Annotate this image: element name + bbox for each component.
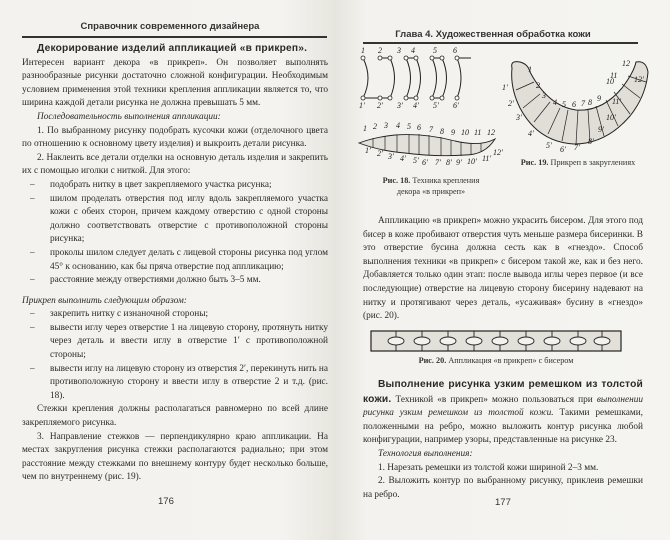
svg-text:2′: 2′ bbox=[377, 149, 383, 158]
svg-text:11′: 11′ bbox=[482, 154, 492, 163]
svg-text:2′: 2′ bbox=[377, 101, 383, 110]
svg-text:12: 12 bbox=[487, 128, 495, 137]
svg-text:9′: 9′ bbox=[456, 158, 462, 167]
svg-text:8: 8 bbox=[588, 98, 592, 107]
svg-text:1′: 1′ bbox=[502, 83, 508, 92]
svg-text:5: 5 bbox=[407, 122, 411, 131]
svg-text:3′: 3′ bbox=[397, 101, 403, 110]
figure-19-caption: Рис. 19. Прикреп в закруглениях bbox=[520, 158, 636, 167]
list-item: – проколы шилом следует делать с лицевой стороны рисунка под углом 45° к основанию, как бы пряча отверстие под аппликацию; bbox=[22, 247, 328, 274]
svg-text:7′: 7′ bbox=[435, 158, 441, 167]
list-item: – шилом проделать отверстия под иглу вдоль закрепляемого участка кожи с обеих сторон, причем каждому отверстию с одной стороны должно соответствовать отверстие с противоположной стороны рисунка; bbox=[22, 193, 328, 247]
svg-text:1′: 1′ bbox=[359, 101, 365, 110]
page-number-left: 176 bbox=[158, 496, 174, 507]
svg-text:6: 6 bbox=[572, 100, 576, 109]
figure-18-caption: Рис. 18. Техника крепления декора «в прикреп» bbox=[382, 176, 480, 196]
svg-text:11′: 11′ bbox=[612, 97, 622, 106]
svg-text:6′: 6′ bbox=[560, 145, 566, 154]
figure-20-caption: Рис. 20. Аппликация «в прикреп» с бисером bbox=[418, 356, 574, 365]
intro-paragraph: Интересен вариант декора «в прикреп». Он позволяет выполнять разнообразные рисунки достаточно сложной конфигурации. Необходимым условием применения этой техники крепления аппликации является то, что ширина каждой детали рисунка не должна превышать 5 мм. bbox=[22, 57, 328, 109]
svg-text:10: 10 bbox=[461, 128, 469, 137]
svg-text:12: 12 bbox=[622, 59, 630, 68]
figure-20-beads-diagram bbox=[370, 330, 622, 352]
svg-text:4′: 4′ bbox=[400, 154, 406, 163]
header-rule-left bbox=[22, 36, 327, 38]
figure-18-strip-diagram bbox=[355, 121, 503, 169]
svg-text:11: 11 bbox=[474, 128, 482, 137]
svg-text:4′: 4′ bbox=[413, 101, 419, 110]
svg-text:7′: 7′ bbox=[574, 143, 580, 152]
svg-text:3′: 3′ bbox=[388, 152, 394, 161]
figure-19-curve-diagram bbox=[498, 58, 658, 158]
left-body bbox=[22, 42, 328, 485]
svg-text:4′: 4′ bbox=[528, 129, 534, 138]
svg-text:5: 5 bbox=[562, 100, 566, 109]
svg-text:8′: 8′ bbox=[588, 137, 594, 146]
attach-label: Прикреп выполнить следующим образом: bbox=[22, 295, 187, 306]
svg-text:6: 6 bbox=[417, 123, 421, 132]
right-body-top bbox=[363, 215, 643, 324]
svg-text:9′: 9′ bbox=[598, 125, 604, 134]
tech-step-1: 1. Нарезать ремешки из толстой кожи шириной 2–3 мм. bbox=[378, 462, 599, 473]
svg-text:4: 4 bbox=[553, 98, 557, 107]
svg-text:7: 7 bbox=[429, 125, 433, 134]
svg-text:5′: 5′ bbox=[433, 101, 439, 110]
svg-text:1: 1 bbox=[528, 65, 532, 74]
svg-text:5′: 5′ bbox=[413, 156, 419, 165]
sequence-label: Последовательность выполнения аппликации: bbox=[37, 111, 221, 122]
svg-text:5′: 5′ bbox=[546, 141, 552, 150]
svg-text:2′: 2′ bbox=[508, 99, 514, 108]
svg-text:1′: 1′ bbox=[365, 146, 371, 155]
svg-text:8: 8 bbox=[440, 127, 444, 136]
svg-text:10′: 10′ bbox=[467, 157, 477, 166]
svg-text:4: 4 bbox=[411, 46, 415, 55]
svg-text:10′: 10′ bbox=[606, 113, 616, 122]
list-item: – закрепить нитку с изнаночной стороны; bbox=[22, 308, 328, 322]
svg-text:6: 6 bbox=[453, 46, 457, 55]
svg-text:2: 2 bbox=[536, 81, 540, 90]
left-page bbox=[0, 0, 333, 540]
section-heading-2: Выполнение рисунка узким ремешком из толстой кожи. bbox=[363, 379, 643, 405]
list-item: – подобрать нитку в цвет закрепляемого участка рисунка; bbox=[22, 179, 328, 193]
step-3: 3. Направление стежков — перпендикулярно краю аппликации. На местах закругления рисунка стежки располагаются радиально; при этом расстояние между стежками по внешнему контуру будет несколько больше, чем по внутреннему (рис. 19). bbox=[22, 431, 328, 483]
right-body-bottom: Выполнение рисунка узким ремешком из толстой кожи. Техникой «в прикреп» можно пользоваться при выполнении рисунка узким ремешком из толстой кожи. Такими ремешками, положенными на ребро, можно выложить контур рисунка любой конфигурации, например узоры, представленные на рисунке 23. Технология выполнения: 1. Нарезать ремешки из толстой кожи шириной 2–3 мм. 2. Выложить контур по выбранному рисунку, приклеив ремешки на ребро. bbox=[363, 378, 643, 502]
header-rule-right bbox=[363, 42, 638, 44]
svg-text:8′: 8′ bbox=[446, 158, 452, 167]
svg-text:6′: 6′ bbox=[422, 158, 428, 167]
list-item: – вывести иглу через отверстие 1 на лицевую сторону, протянуть нитку через деталь и ввести иглу в отверстие 1′ с противоположной стороны; bbox=[22, 322, 328, 363]
beads-paragraph: Аппликацию «в прикреп» можно украсить бисером. Для этого под бисер в коже пробивают отверстия чуть меньше размера бисеринки. В это отверстие бусина должна сесть как в «гнездо». Способ выполнения техники «в прикреп» с бисером такой же, как и без него. Добавляется только один этап: после вывода иглы через первое (и все последующие) отверстие на лицевую сторону бисерину надевают на нитку и протягивают через деталь, «усаживая» бусину в «гнездо» (рис. 20). bbox=[363, 216, 643, 322]
technology-label: Технология выполнения: bbox=[378, 448, 473, 459]
svg-text:10: 10 bbox=[606, 77, 614, 86]
svg-text:7: 7 bbox=[581, 99, 585, 108]
svg-text:9: 9 bbox=[451, 128, 455, 137]
page-number-right: 177 bbox=[495, 497, 511, 508]
svg-text:3: 3 bbox=[397, 46, 401, 55]
svg-text:1: 1 bbox=[361, 46, 365, 55]
section-heading: Декорирование изделий аппликацией «в прикреп». bbox=[37, 43, 308, 54]
svg-text:12′: 12′ bbox=[634, 75, 644, 84]
stitches-paragraph: Стежки крепления должны располагаться равномерно по всей длине закрепляемого рисунка. bbox=[22, 404, 328, 429]
step-1: 1. По выбранному рисунку подобрать кусочки кожи (отделочного цвета по отношению к основному цвету изделия) и выкроить детали рисунка. bbox=[22, 125, 328, 150]
list-item: – вывести иглу на лицевую сторону из отверстия 2′, перекинуть нить на противоположную сторону и ввести иглу в отверстие 2 и т.д. (рис. 18). bbox=[22, 363, 328, 404]
running-head-left: Справочник современного дизайнера bbox=[80, 21, 260, 32]
svg-text:3: 3 bbox=[542, 91, 546, 100]
svg-text:11: 11 bbox=[610, 71, 618, 80]
step-2: 2. Наклеить все детали отделки на основную деталь изделия и закрепить их с помощью иголки с ниткой. Для этого: bbox=[22, 152, 328, 177]
svg-text:2: 2 bbox=[373, 122, 377, 131]
svg-text:5: 5 bbox=[433, 46, 437, 55]
right-page bbox=[333, 0, 670, 540]
svg-text:4: 4 bbox=[396, 121, 400, 130]
tech-step-2: 2. Выложить контур по выбранному рисунку, приклеив ремешки на ребро. bbox=[363, 476, 643, 500]
svg-text:2: 2 bbox=[378, 46, 382, 55]
figure-18-stitch-diagram bbox=[355, 46, 485, 110]
running-head-right: Глава 4. Художественная обработка кожи bbox=[395, 29, 591, 40]
svg-text:1: 1 bbox=[363, 124, 367, 133]
svg-text:6′: 6′ bbox=[453, 101, 459, 110]
list-item: – расстояние между отверстиями должно быть 3–5 мм. bbox=[22, 274, 328, 288]
svg-text:3: 3 bbox=[384, 121, 388, 130]
svg-text:3′: 3′ bbox=[516, 113, 522, 122]
svg-text:12′: 12′ bbox=[493, 148, 503, 157]
svg-text:9: 9 bbox=[597, 94, 601, 103]
